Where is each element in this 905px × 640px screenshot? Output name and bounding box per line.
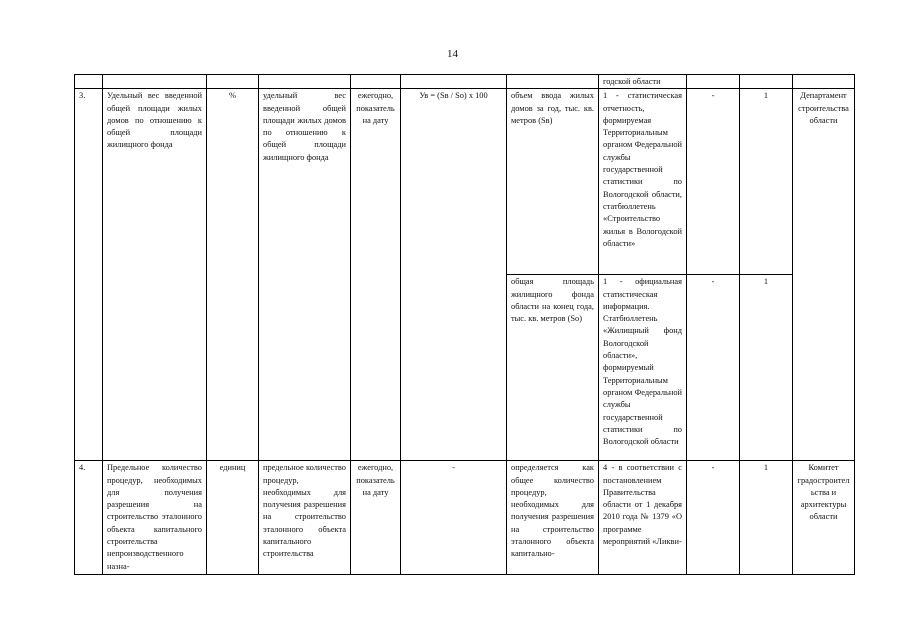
indicator-name: Удельный вес введенной общей площади жилых домов по отношению к общей площади жилищного фонда — [103, 89, 207, 461]
count-cell: 1 — [740, 89, 793, 275]
base-indicator-cell: определяется как общее количество процедур, необходимых для получения разрешения на строительство эталонного объекта капитально- — [507, 461, 599, 575]
count-cell: 1 — [740, 461, 793, 575]
unit-cell: единиц — [207, 461, 259, 575]
dash-cell: - — [687, 275, 740, 461]
source-cell: 1 - статистическая отчетность, формируемая Территориальным органом Федеральной службы государственной статистики по Вологодской области, статбюллетень «Строительство жилья в Вологодской области» — [599, 89, 687, 275]
unit-cell: % — [207, 89, 259, 461]
row-number: 4. — [75, 461, 103, 575]
responsible-cell: Комитет градостроительства и архитектуры области — [793, 461, 855, 575]
base-indicator-cell: общая площадь жилищного фонда области на конец года, тыс. кв. метров (Sо) — [507, 275, 599, 461]
dash-cell: - — [687, 461, 740, 575]
source-cell: годской области — [599, 75, 687, 89]
row-number: 3. — [75, 89, 103, 461]
formula-cell: - — [401, 461, 507, 575]
base-indicator-cell: объем ввода жилых домов за год, тыс. кв. метров (Sв) — [507, 89, 599, 275]
responsible-cell: Департамент строительства области — [793, 89, 855, 461]
source-cell: 4 - в соответствии с постановлением Правительства области от 1 декабря 2010 года № 1379 «О программе мероприятий «Ликви- — [599, 461, 687, 575]
definition-cell: удельный вес введенной общей площади жилых домов по отношению к общей площади жилищного фонда — [259, 89, 351, 461]
dash-cell: - — [687, 89, 740, 275]
table-row — [75, 75, 855, 89]
periodicity-cell: ежегодно, показатель на дату — [351, 89, 401, 461]
formula-cell: Ув = (Sв / Sо) x 100 — [401, 89, 507, 461]
indicator-table — [74, 74, 855, 575]
source-cell: 1 - официальная статистическая информация. Статбюллетень «Жилищный фонд Вологодской области», формируемый Территориальным органом Федеральной службы государственной статистики по Вологодской области — [599, 275, 687, 461]
periodicity-cell: ежегодно, показатель на дату — [351, 461, 401, 575]
indicator-name: Предельное количество процедур, необходимых для получения разрешения на строительство эталонного объекта капитального строительства непроизводственного назна- — [103, 461, 207, 575]
definition-cell: предельное количество процедур, необходимых для получения разрешения на строительство эталонного объекта капитального строительства — [259, 461, 351, 575]
page-number: 14 — [447, 48, 458, 60]
table-row — [75, 89, 855, 275]
count-cell: 1 — [740, 275, 793, 461]
table-row — [75, 461, 855, 575]
